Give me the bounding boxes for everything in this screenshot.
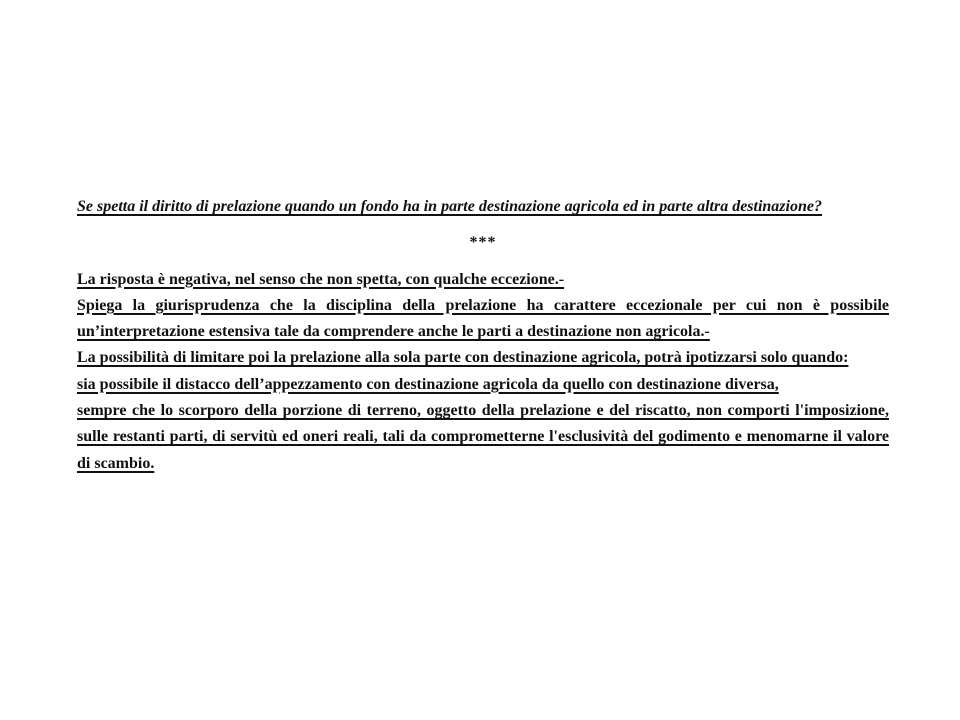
paragraph-condition-separation: sempre che lo scorporo della porzione di terreno, oggetto della prelazione e del riscatto, non comporti l'imposizione, sulle restanti parti, di servitù ed oneri reali, tali da comprometterne l'esclusività del godimento e menomarne il valore di scambio. <box>77 402 889 472</box>
question-text: Se spetta il diritto di prelazione quando un fondo ha in parte destinazione agricola ed in parte altra destinazione? <box>77 198 822 215</box>
question <box>77 194 889 220</box>
paragraph-answer: La risposta è negativa, nel senso che non spetta, con qualche eccezione.- <box>77 270 565 288</box>
paragraph-condition-detachment: sia possibile il distacco dell’appezzamento con destinazione agricola da quello con destinazione diversa, <box>77 375 779 393</box>
paragraph-limitation: La possibilità di limitare poi la prelazione alla sola parte con destinazione agricola, potrà ipotizzarsi solo quando: <box>77 349 849 367</box>
text-block <box>77 194 889 477</box>
separator: *** <box>469 234 497 252</box>
paragraph-jurisprudence: Spiega la giurisprudenza che la disciplina della prelazione ha carattere eccezionale per cui non è possibile un’interpretazione estensiva tale da comprendere anche le parti a destinazione non agricola.- <box>77 296 889 341</box>
